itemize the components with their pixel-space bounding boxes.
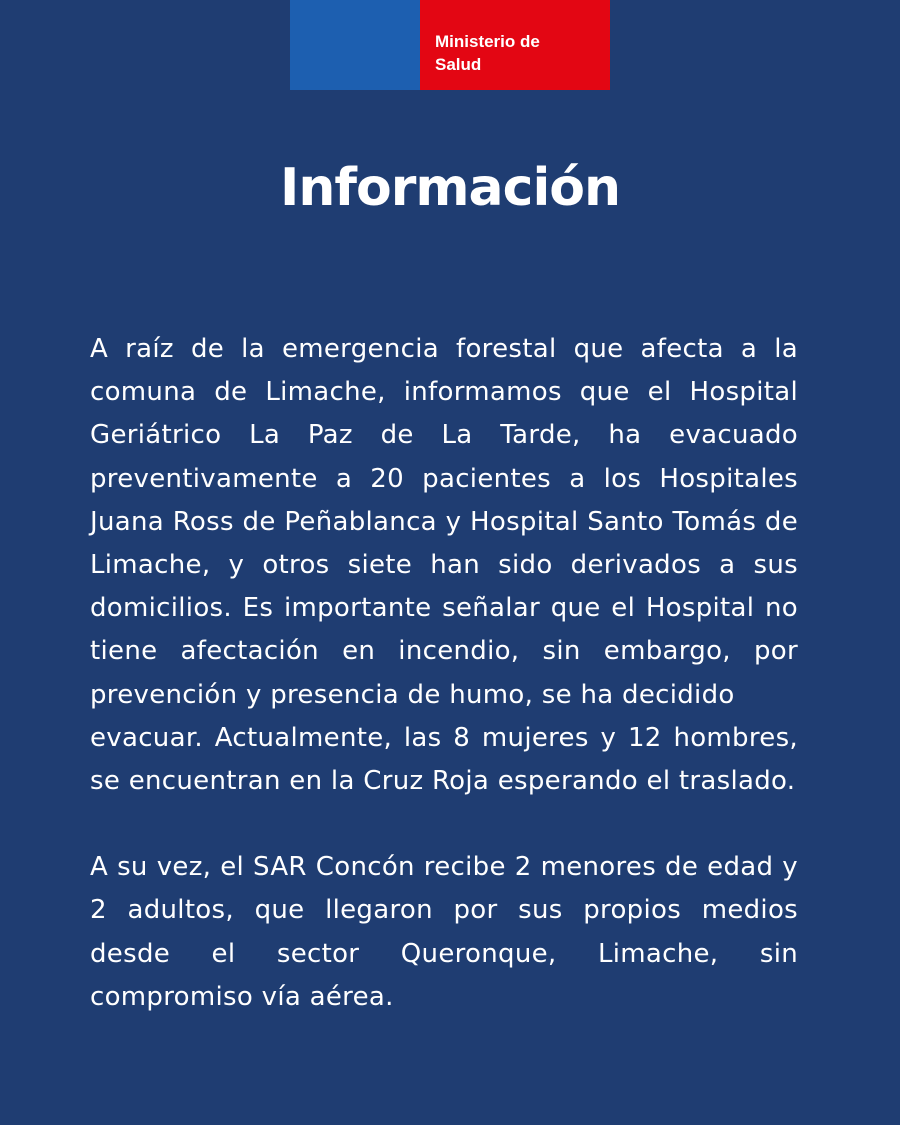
paragraph-1 — [90, 328, 798, 803]
ministerio-de-salud-logo — [290, 0, 610, 90]
logo-text-line1: Ministerio de — [435, 32, 540, 51]
paragraph-2: A su vez, el SAR Concón recibe 2 menores de edad y 2 adultos, que llegaron por sus propios medios desde el sector Queronque, Limache, sin compromiso vía aérea. — [90, 852, 798, 1012]
announcement-body — [90, 328, 798, 1019]
paragraph-1-part-2: evacuar. Actualmente, las 8 mujeres y 12 hombres, se encuentran en la Cruz Roja esperando el traslado. — [90, 722, 798, 797]
page-title: Información — [279, 158, 621, 218]
logo-blue-block — [290, 0, 420, 90]
logo-text-line2: Salud — [435, 55, 482, 74]
paragraph-1-part-1: A raíz de la emergencia forestal que afecta a la comuna de Limache, informamos que el Hospital Geriátrico La Paz de La Tarde, ha evacuado preventivamente a 20 pacientes a los Hospitales Juana Ross de Peñablanca y Hospital Santo Tomás de Limache, y otros siete han sido derivados a sus domicilios. Es importante señalar que el Hospital no tiene afectación en incendio, sin embargo, por prevención y presencia de humo, se ha decidido — [90, 334, 798, 710]
logo-red-block — [420, 0, 610, 90]
